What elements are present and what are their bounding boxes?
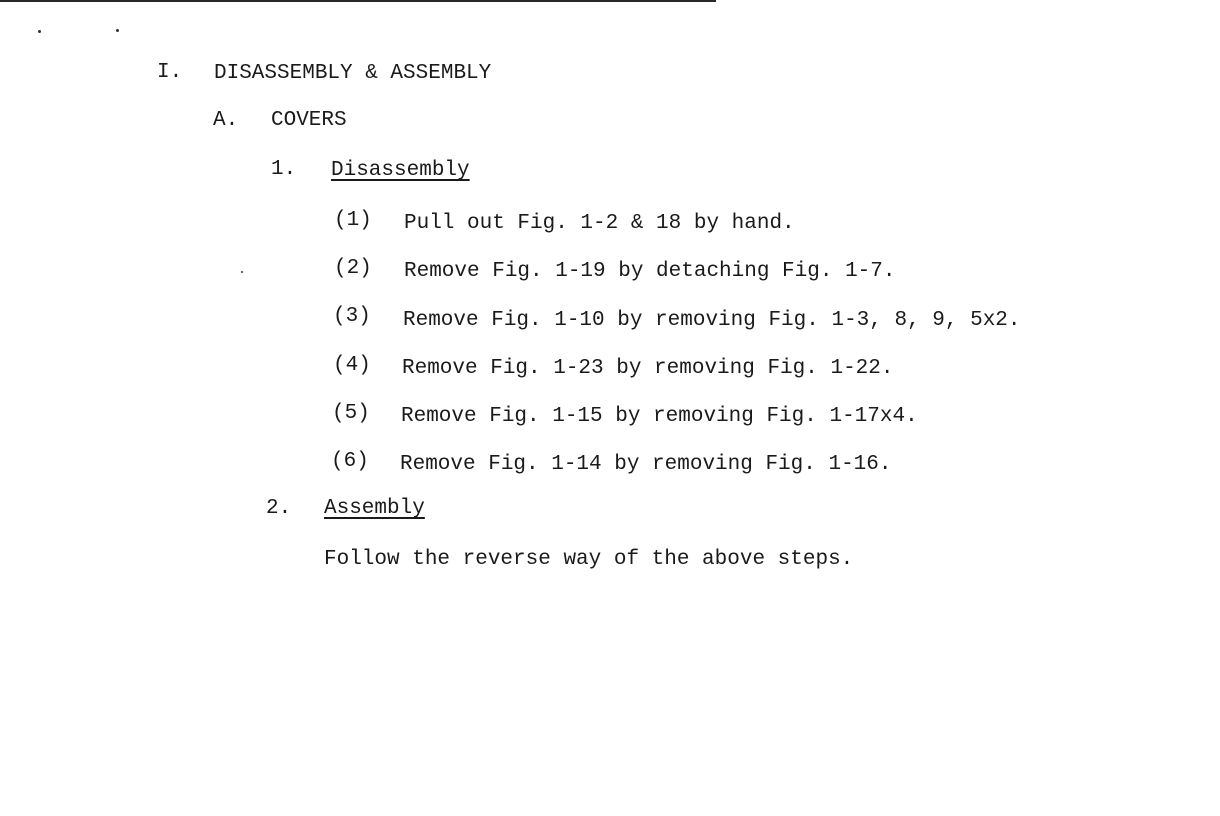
step-text: Remove Fig. 1-14 by removing Fig. 1-16. xyxy=(400,453,892,476)
step-text: Remove Fig. 1-10 by removing Fig. 1-3, 8, 9, 5x2. xyxy=(403,309,1021,332)
step-marker: (6) xyxy=(331,450,369,473)
subsection-title: COVERS xyxy=(271,109,347,132)
step-marker: (4) xyxy=(333,354,371,377)
step-text: Remove Fig. 1-23 by removing Fig. 1-22. xyxy=(402,357,894,380)
section-title: DISASSEMBLY & ASSEMBLY xyxy=(214,62,492,85)
step-marker: (2) xyxy=(334,257,372,280)
subsection-letter: A. xyxy=(213,109,239,132)
step-marker: (3) xyxy=(333,305,371,328)
top-scan-rule xyxy=(0,0,716,2)
section-number: I. xyxy=(157,61,183,84)
step-text: Remove Fig. 1-19 by detaching Fig. 1-7. xyxy=(404,260,896,283)
step-text: Pull out Fig. 1-2 & 18 by hand. xyxy=(404,212,795,235)
scan-speck xyxy=(116,29,119,32)
assembly-number: 2. xyxy=(266,497,292,520)
step-text: Remove Fig. 1-15 by removing Fig. 1-17x4. xyxy=(401,405,918,428)
step-marker: (5) xyxy=(332,402,370,425)
disassembly-number: 1. xyxy=(271,158,297,181)
step-marker: (1) xyxy=(334,209,372,232)
scan-speck xyxy=(38,30,41,33)
assembly-heading: Assembly xyxy=(324,497,425,520)
disassembly-heading: Disassembly xyxy=(331,159,470,182)
scan-speck xyxy=(241,271,243,273)
assembly-text: Follow the reverse way of the above steps. xyxy=(324,548,854,571)
